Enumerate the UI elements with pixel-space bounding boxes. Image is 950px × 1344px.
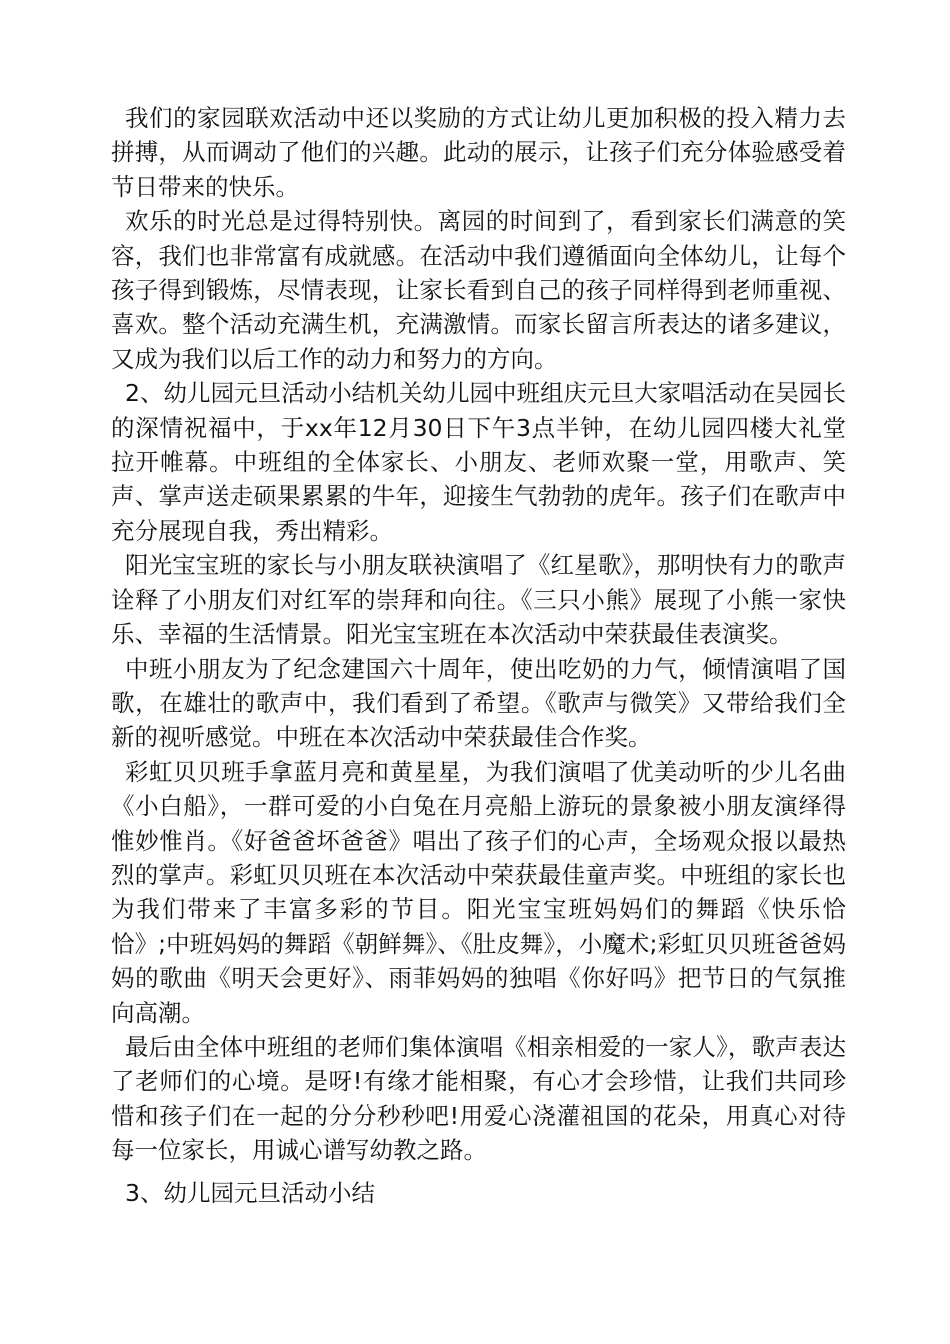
- paragraph-rainbow-class: 彩虹贝贝班手拿蓝月亮和黄星星，为我们演唱了优美动听的少儿名曲《小白船》，一群可爱的小白兔在月亮船上游玩的景象被小朋友演绎得惟妙惟肖。《好爸爸坏爸爸》唱出了孩子们的心声，全场观众报以最热烈的掌声。彩虹贝贝班在本次活动中荣获最佳童声奖。中班组的家长也为我们带来了丰富多彩的节目。阳光宝宝班妈妈们的舞蹈《快乐恰恰》;中班妈妈的舞蹈《朝鲜舞》、《肚皮舞》，小魔术;彩虹贝贝班爸爸妈妈的歌曲《明天会更好》、雨菲妈妈的独唱《你好吗》把节日的气氛推向高潮。: [111, 757, 846, 1027]
- paragraph-sunshine-class: 阳光宝宝班的家长与小朋友联袂演唱了《红星歌》，那明快有力的歌声诠释了小朋友们对红军的崇拜和向往。《三只小熊》展现了小熊一家快乐、幸福的生活情景。阳光宝宝班在本次活动中荣获最佳表演奖。: [111, 551, 846, 649]
- paragraph-awards-intro: 我们的家园联欢活动中还以奖励的方式让幼儿更加积极的投入精力去拼搏，从而调动了他们的兴趣。此动的展示，让孩子们充分体验感受着节日带来的快乐。: [111, 104, 846, 201]
- paragraph-happy-time: 欢乐的时光总是过得特别快。离园的时间到了，看到家长们满意的笑容，我们也非常富有成就感。在活动中我们遵循面向全体幼儿，让每个孩子得到锻炼，尽情表现，让家长看到自己的孩子同样得到老师重视、喜欢。整个活动充满生机，充满激情。而家长留言所表达的诸多建议，又成为我们以后工作的动力和努力的方向。: [111, 207, 846, 373]
- document-page: [111, 101, 846, 1210]
- section-3-heading: 3、幼儿园元旦活动小结: [125, 1178, 375, 1207]
- paragraph-teachers-finale: 最后由全体中班组的老师们集体演唱《相亲相爱的一家人》，歌声表达了老师们的心境。是呀!有缘才能相聚，有心才会珍惜，让我们共同珍惜和孩子们在一起的分分秒秒吧!用爱心浇灌祖国的花朵，用真心对待每一位家长，用诚心谱写幼教之路。: [111, 1032, 846, 1165]
- paragraph-section-2-summary: 2、幼儿园元旦活动小结机关幼儿园中班组庆元旦大家唱活动在吴园长的深情祝福中，于xx年12月30日下午3点半钟，在幼儿园四楼大礼堂拉开帷幕。中班组的全体家长、小朋友、老师欢聚一堂，用歌声、笑声、掌声送走硕果累累的牛年，迎接生气勃勃的虎年。孩子们在歌声中充分展现自我，秀出精彩。: [111, 379, 846, 545]
- paragraph-middle-class: 中班小朋友为了纪念建国六十周年，使出吃奶的力气，倾情演唱了国歌，在雄壮的歌声中，我们看到了希望。《歌声与微笑》又带给我们全新的视听感觉。中班在本次活动中荣获最佳合作奖。: [111, 654, 846, 752]
